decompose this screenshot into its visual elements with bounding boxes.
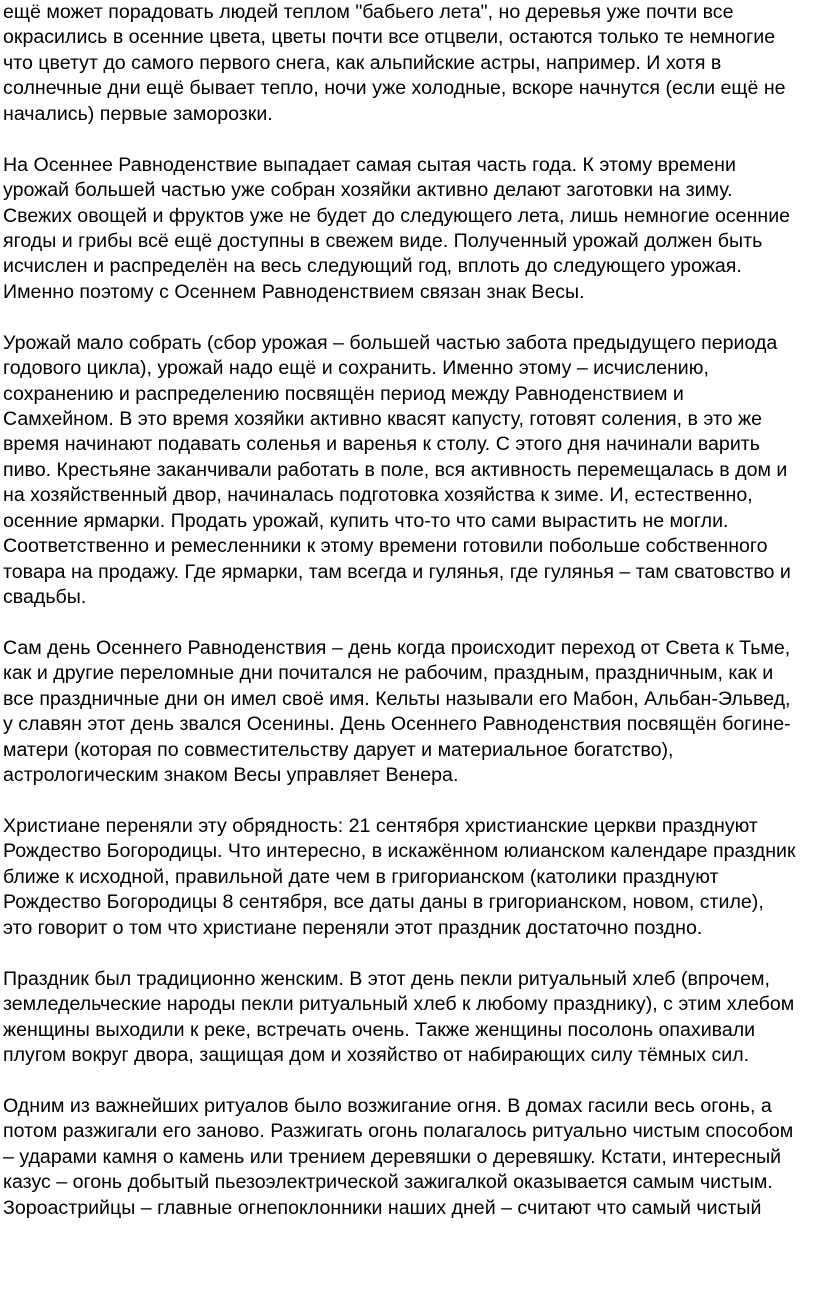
text-line: как и другие переломные дни почитался не рабочим, праздным, праздничным, как и (3, 662, 774, 685)
text-line: Праздник был традиционно женским. В этот день пекли ритуальный хлеб (впрочем, (3, 967, 770, 990)
paragraph-1 (3, 0, 815, 127)
text-line: На Осеннее Равноденствие выпадает самая сытая часть года. К этому времени (3, 153, 736, 176)
text-line: Свежих овощей и фруктов уже не будет до следующего лета, лишь немногие осенние (3, 204, 791, 227)
text-line: Самхейном. В это время хозяйки активно квасят капусту, готовят соления, в это же (3, 408, 762, 430)
text-line: потом разжигали его заново. Разжигать огонь полагалось ритуально чистым способом (3, 1120, 794, 1143)
paragraph-2 (3, 153, 815, 306)
text-line: все праздничные дни он имел своё имя. Кельты называли его Мабон, Альбан-Эльвед, (3, 687, 791, 710)
text-line: ближе к исходной, правильной дате чем в григорианском (католики празднуют (3, 865, 719, 888)
text-line: товара на продажу. Где ярмарки, там всегда и гулянья, где гулянья – там сватовство и (3, 560, 791, 583)
text-line: Зороастрийцы – главные огнепоклонники наших дней – считают что самый чистый (3, 1196, 762, 1219)
text-line: Урожай мало собрать (сбор урожая – большей частью забота предыдущего периода (3, 331, 778, 354)
paragraph-5 (3, 814, 815, 941)
text-line: ещё может порадовать людей теплом "бабьего лета", но деревья уже почти все (3, 1, 734, 23)
text-line: свадьбы. (3, 586, 87, 609)
text-line: Соответственно и ремесленники к этому времени готовили побольше собственного (3, 535, 768, 558)
text-line: казус – огонь добытый пьезоэлектрической зажигалкой оказывается самым чистым. (3, 1171, 773, 1194)
text-line: годового цикла), урожай надо ещё и сохранить. Именно этому – исчислению, (3, 357, 709, 380)
paragraph-6 (3, 967, 815, 1069)
paragraph-4 (3, 636, 815, 789)
text-line: Рождество Богородицы 8 сентября, все даты даны в григорианском, новом, стиле), (3, 891, 764, 914)
text-line: Христиане переняли эту обрядность: 21 сентября христианские церкви празднуют (3, 815, 758, 837)
text-line: земледельческие народы пекли ритуальный хлеб к любому празднику), с этим хлебом (3, 993, 795, 1016)
text-line: это говорит о том что христиане переняли этот праздник достаточно поздно. (3, 916, 703, 939)
text-line: на хозяйственный двор, начиналась подготовка хозяйства к зиме. И, естественно, (3, 484, 753, 507)
text-line: время начинают подавать соленья и варенья к столу. С этого дня начинали варить (3, 433, 760, 456)
text-line: Рождество Богородицы. Что интересно, в искажённом юлианском календаре праздник (3, 840, 796, 863)
text-line: астрологическим знаком Весы управляет Венера. (3, 764, 459, 787)
text-line: сохранению и распределению посвящён период между Равноденствием и (3, 382, 684, 405)
text-line: женщины выходили к реке, встречать очень. Также женщины посолонь опахивали (3, 1018, 756, 1041)
paragraph-3 (3, 331, 815, 611)
text-line: плугом вокруг двора, защищая дом и хозяйство от набирающих силу тёмных сил. (3, 1043, 750, 1066)
text-line: ягоды и грибы всё ещё доступны в свежем виде. Полученный урожай должен быть (3, 229, 763, 252)
text-line: Одним из важнейших ритуалов было возжигание огня. В домах гасили весь огонь, а (3, 1094, 772, 1117)
text-line: начались) первые заморозки. (3, 102, 273, 125)
text-line: осенние ярмарки. Продать урожай, купить что-то что сами вырастить не могли. (3, 509, 729, 532)
text-line: окрасились в осенние цвета, цветы почти все отцвели, остаются только те немногие (3, 26, 776, 49)
text-line: матери (которая по совместительству дарует и материальное богатство), (3, 738, 674, 761)
text-line: солнечные дни ещё бывает тепло, ночи уже холодные, вскоре начнутся (если ещё не (3, 77, 786, 100)
text-line: у славян этот день звался Осенины. День Осеннего Равноденствия посвящён богине- (3, 713, 791, 736)
text-line: исчислен и распределён на весь следующий год, вплоть до следующего урожая. (3, 255, 742, 278)
paragraph-7 (3, 1094, 815, 1221)
text-line: – ударами камня о камень или трением деревяшки о деревяшку. Кстати, интересный (3, 1145, 782, 1168)
text-line: что цветут до самого первого снега, как альпийские астры, например. И хотя в (3, 51, 722, 74)
document-page (3, 0, 815, 1246)
text-line: Сам день Осеннего Равноденствия – день когда происходит переход от Света к Тьме, (3, 636, 791, 659)
text-line: пиво. Крестьяне заканчивали работать в поле, вся активность перемещалась в дом и (3, 458, 788, 481)
text-line: урожай большей частью уже собран хозяйки активно делают заготовки на зиму. (3, 179, 733, 202)
text-line: Именно поэтому с Осеннем Равноденствием связан знак Весы. (3, 280, 585, 303)
